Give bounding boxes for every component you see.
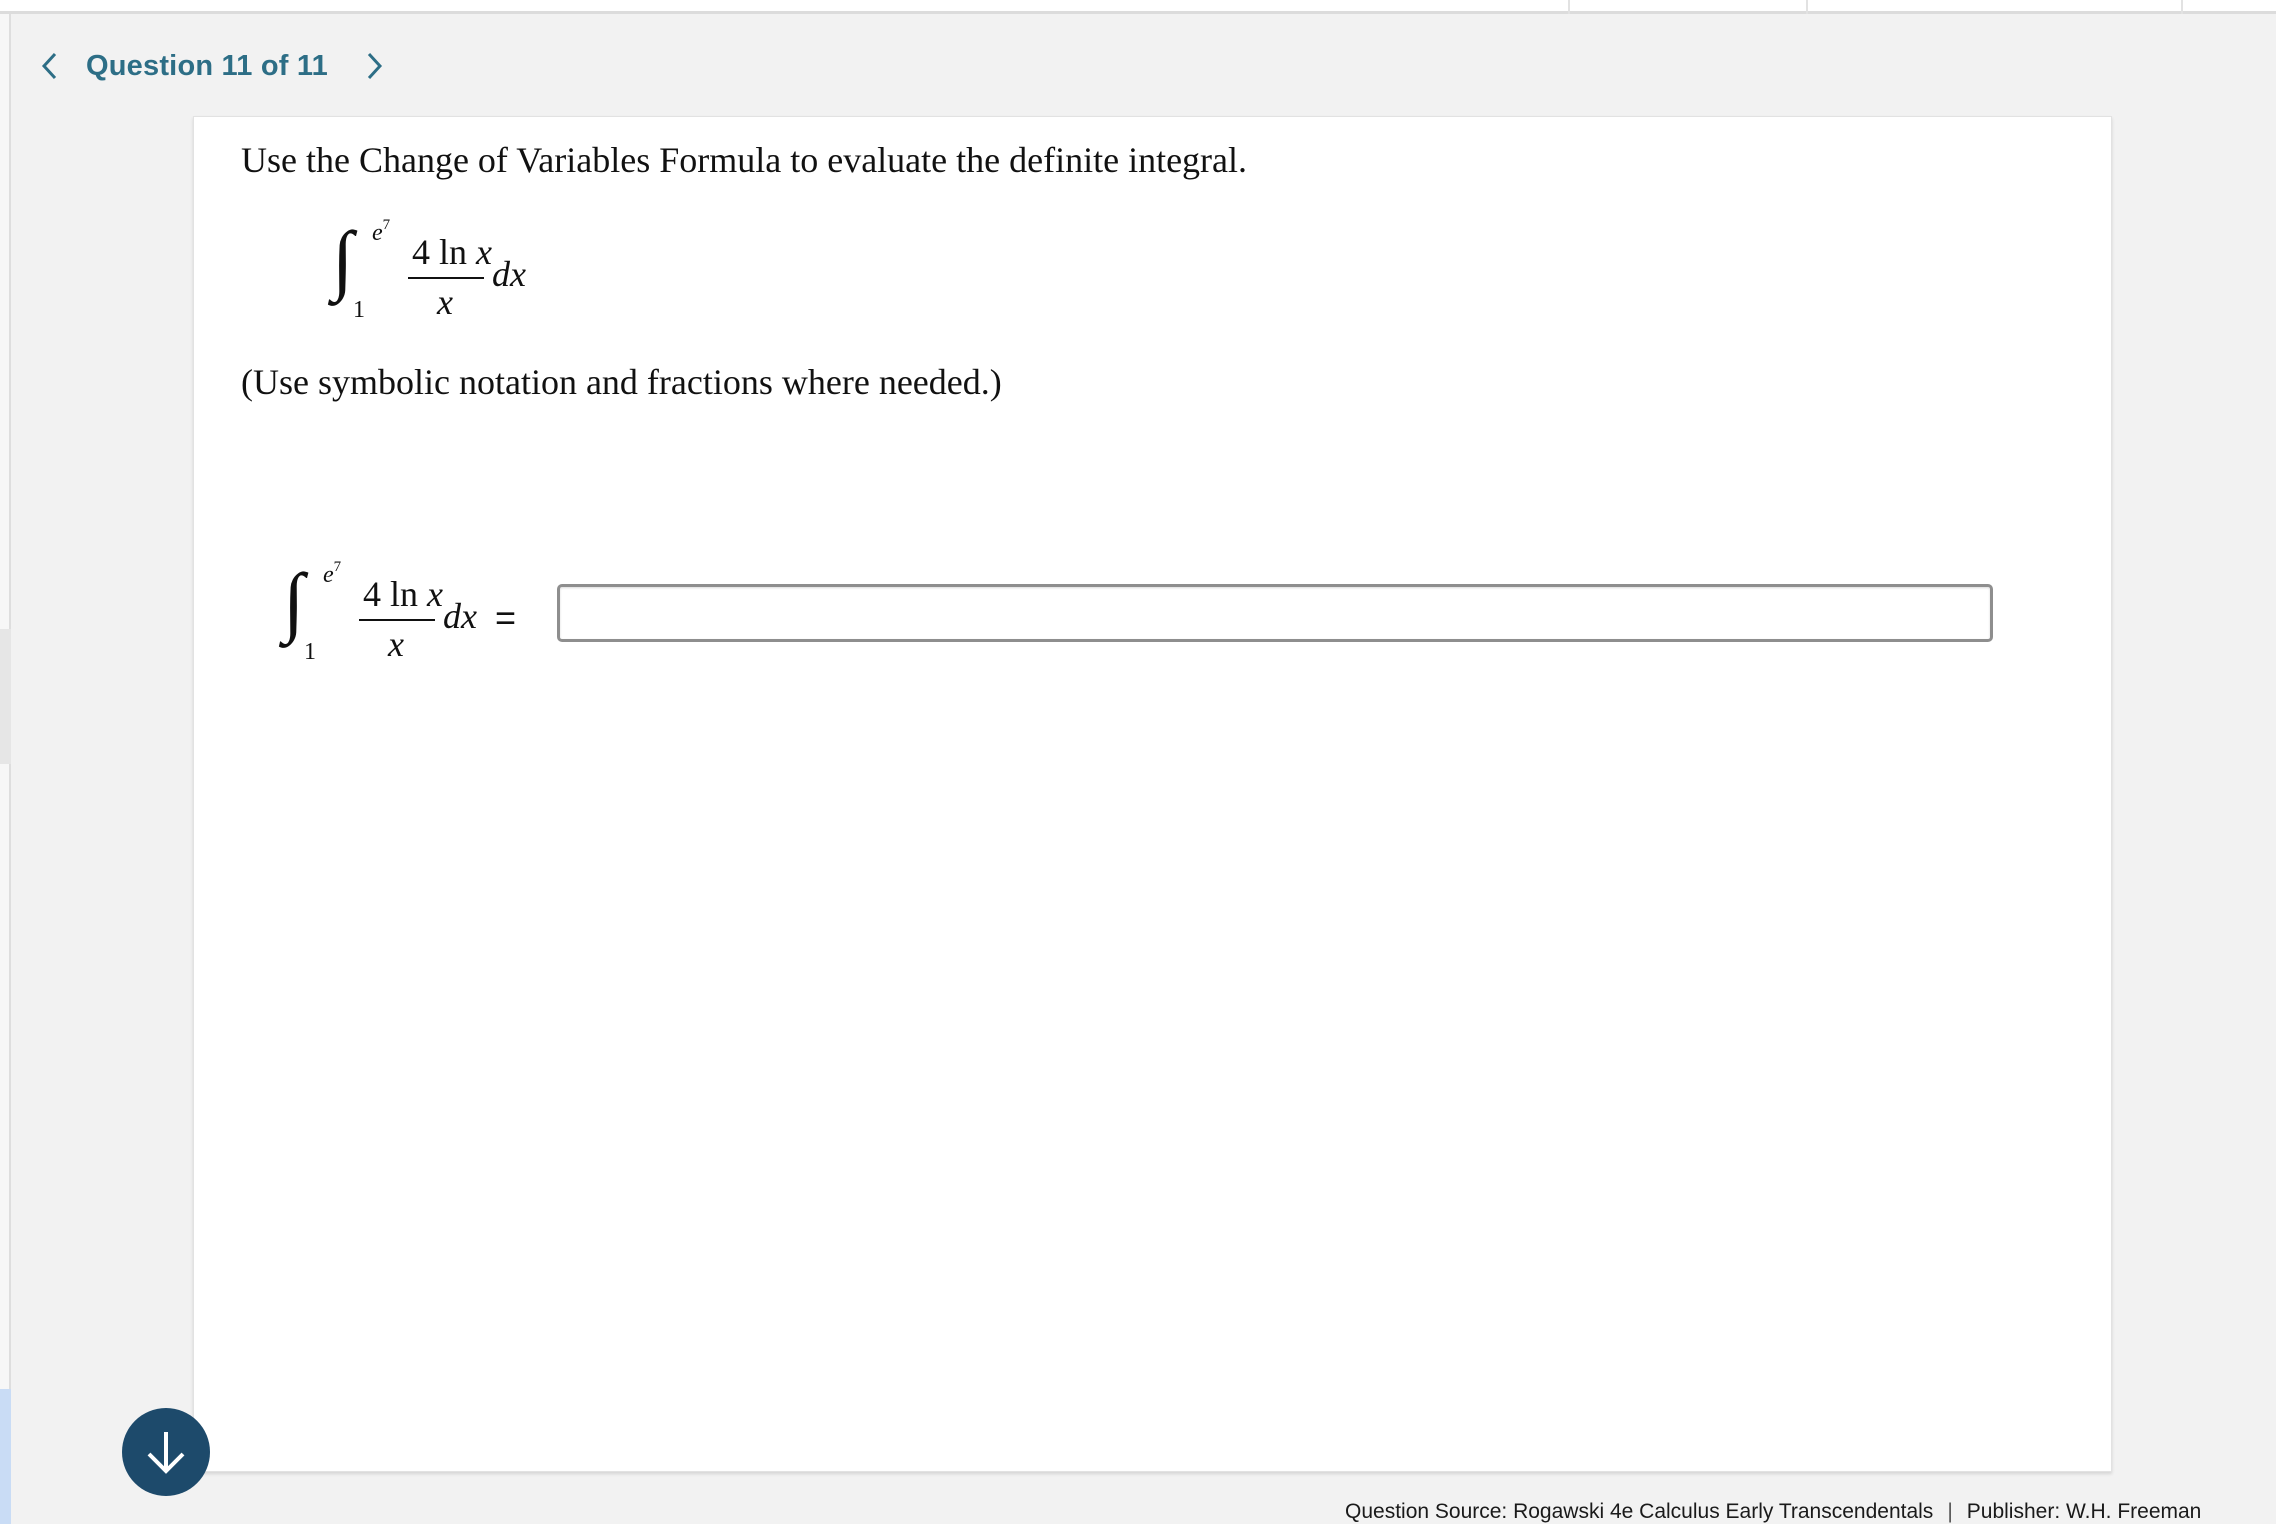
question-prompt: Use the Change of Variables Formula to evaluate the definite integral. bbox=[241, 140, 1248, 180]
rail-highlight bbox=[0, 1389, 11, 1524]
upper-limit: $e^7$ bbox=[323, 559, 342, 588]
fraction-bar bbox=[359, 619, 435, 621]
question-navigation bbox=[28, 44, 396, 88]
answer-input[interactable] bbox=[557, 584, 1993, 642]
publisher: Publisher: W.H. Freeman bbox=[1966, 1500, 2202, 1523]
next-question-button[interactable] bbox=[352, 44, 396, 88]
integrand-denominator: x bbox=[437, 282, 453, 322]
lower-limit: 1 bbox=[353, 297, 365, 323]
integrand-denominator: x bbox=[388, 624, 404, 664]
rail-shade bbox=[0, 629, 11, 764]
previous-question-button[interactable] bbox=[28, 44, 72, 88]
chevron-right-icon bbox=[363, 51, 385, 81]
left-rail bbox=[0, 14, 11, 1524]
toolbar-divider bbox=[1568, 0, 1570, 14]
toolbar-divider bbox=[1806, 0, 1808, 14]
question-card bbox=[193, 116, 2112, 1472]
equals-sign: = bbox=[495, 597, 517, 638]
question-hint: (Use symbolic notation and fractions where needed.) bbox=[241, 362, 1002, 402]
arrow-down-icon bbox=[140, 1426, 192, 1478]
chevron-left-icon bbox=[39, 51, 61, 81]
differential: dx bbox=[443, 596, 477, 636]
integrand-numerator: 4 ln x bbox=[412, 232, 492, 272]
integral-sign: ∫ bbox=[332, 215, 354, 302]
top-toolbar-strip bbox=[0, 0, 2276, 14]
question-footer bbox=[1345, 1500, 2201, 1524]
scroll-down-button[interactable] bbox=[122, 1408, 210, 1496]
question-source: Question Source: Rogawski 4e Calculus Early Transcendentals bbox=[1345, 1500, 1934, 1523]
differential: dx bbox=[492, 254, 526, 294]
upper-limit: $e^7$ bbox=[372, 217, 391, 246]
toolbar-divider bbox=[2181, 0, 2183, 14]
integral-sign: ∫ bbox=[283, 557, 305, 644]
fraction-bar bbox=[408, 277, 484, 279]
question-counter: Question 11 of 11 bbox=[86, 49, 328, 82]
footer-separator: | bbox=[1947, 1500, 1953, 1523]
integrand-numerator: 4 ln x bbox=[363, 574, 443, 614]
lower-limit: 1 bbox=[304, 639, 316, 665]
